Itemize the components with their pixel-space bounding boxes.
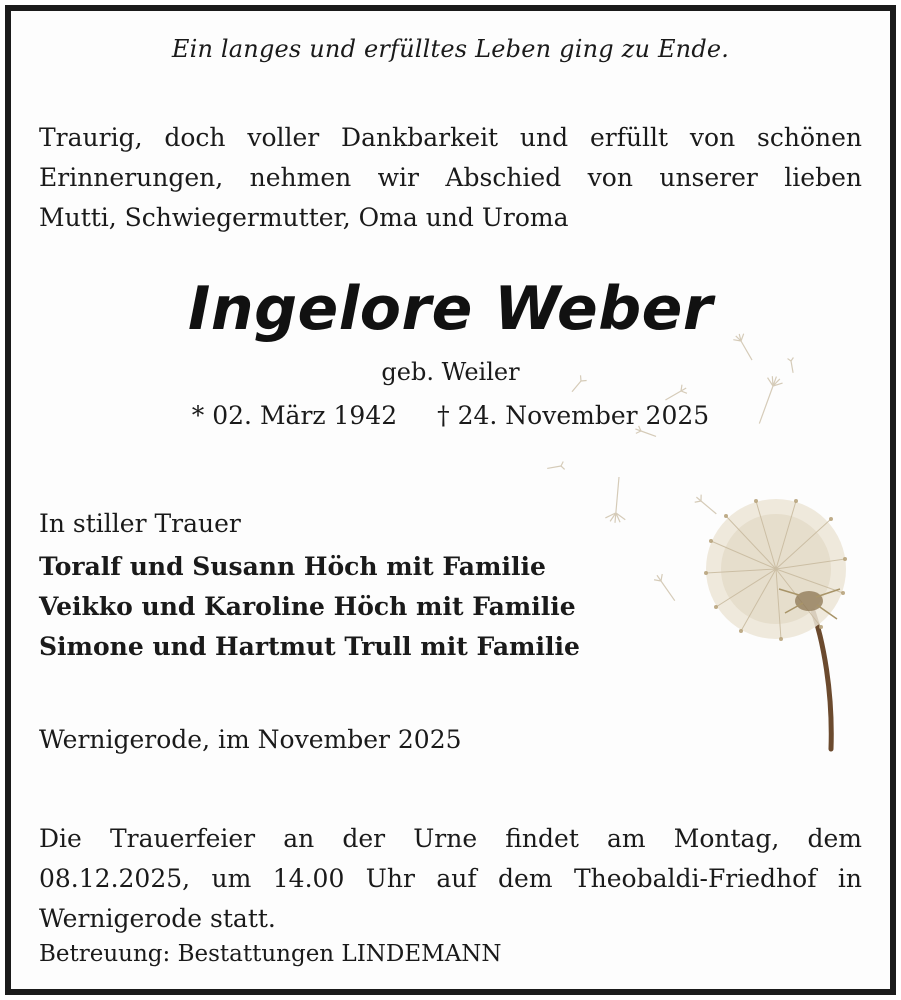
obituary-card [5,5,896,995]
deceased-name: Ingelore Weber [188,274,713,344]
motto-line: Ein langes und erfülltes Leben ging zu Ende. [171,35,730,63]
funeral-home-credit: Betreuung: Bestattungen LINDEMANN [39,941,502,967]
mourner-family: Veikko und Karoline Höch mit Familie [39,592,576,621]
place-date: Wernigerode, im November 2025 [39,725,462,754]
death-date: † 24. November 2025 [437,401,710,430]
birth-name: geb. Weiler [381,358,520,386]
ceremony-line: Die Trauerfeier an der Urne findet am Montag, dem [39,824,862,853]
mourners-list [39,547,580,667]
ceremony-paragraph [39,819,862,939]
intro-line: Erinnerungen, nehmen wir Abschied von unserer lieben [39,163,862,192]
intro-paragraph [39,118,862,238]
mourner-family: Simone und Hartmut Trull mit Familie [39,632,580,661]
mourner-family: Toralf und Susann Höch mit Familie [39,552,546,581]
intro-line: Traurig, doch voller Dankbarkeit und erfüllt von schönen [39,123,862,152]
life-dates [11,401,890,430]
intro-line: Mutti, Schwiegermutter, Oma und Uroma [39,203,569,232]
birth-date: * 02. März 1942 [191,401,398,430]
ceremony-line: 08.12.2025, um 14.00 Uhr auf dem Theobaldi-Friedhof in [39,864,862,893]
ceremony-line: Wernigerode statt. [39,904,276,933]
mourning-label: In stiller Trauer [39,509,241,538]
